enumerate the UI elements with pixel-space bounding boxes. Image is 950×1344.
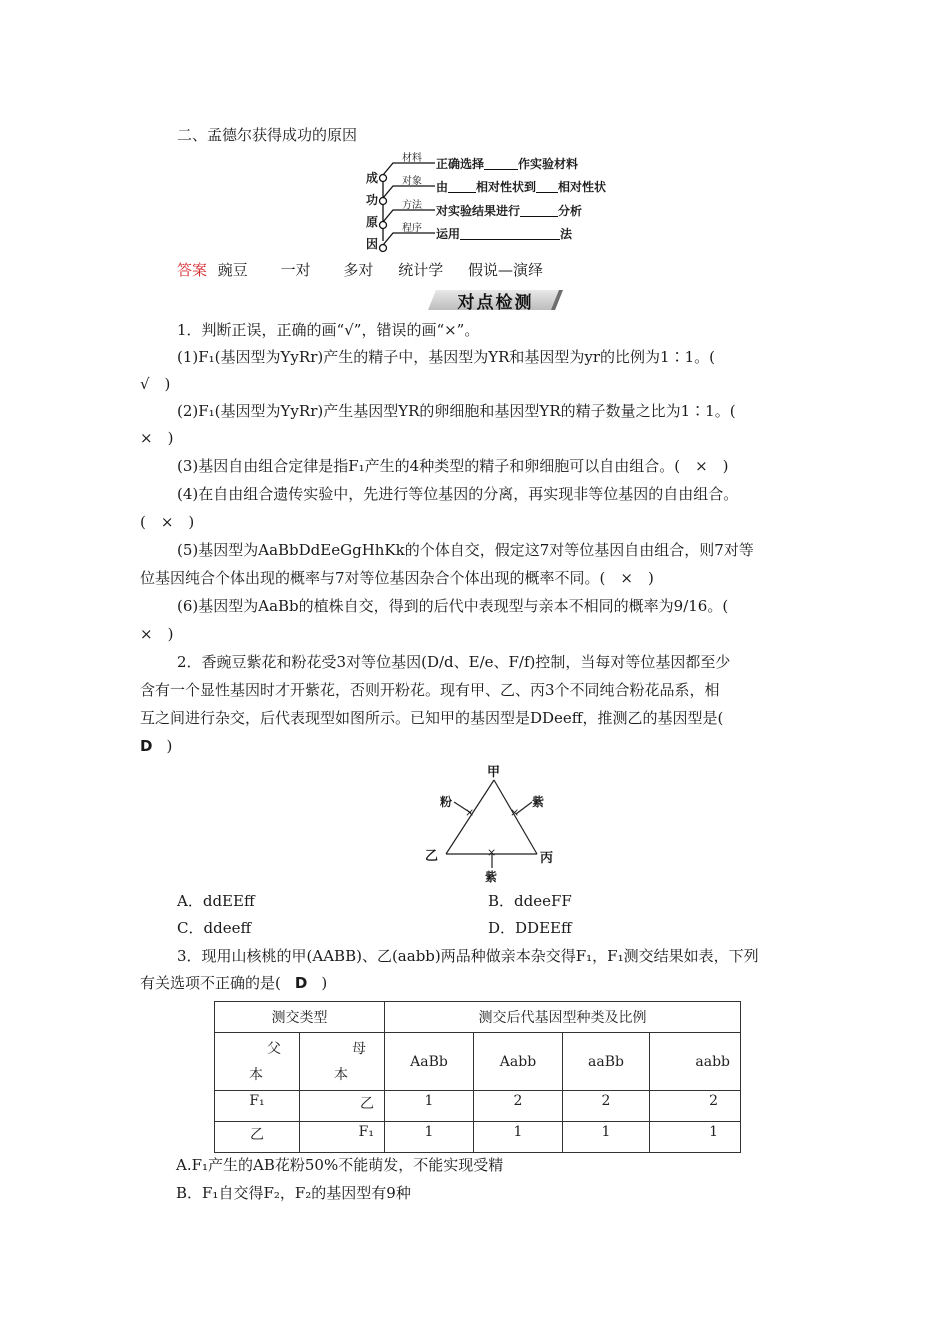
branch-text-material: 正确选择 作实验材料 xyxy=(436,157,579,171)
cross-mark-right: × xyxy=(510,806,520,819)
node-bing: 丙 xyxy=(540,851,554,866)
q2-option-d: D．DDEEff xyxy=(488,919,572,937)
answer-4: 统计学 xyxy=(398,261,444,279)
row1-value-3: 2 xyxy=(563,1091,650,1122)
section-heading: 二、孟德尔获得成功的原因 xyxy=(177,126,358,144)
q1-item-1: (1)F₁(基因型为YyRr)产生的精子中，基因型为YR和基因型为yr的比例为1∶1。( xyxy=(177,348,715,366)
q1-stem: 1．判断正误，正确的画“√”，错误的画“×”。 xyxy=(177,321,480,339)
genotype-AaBb: AaBb xyxy=(385,1033,474,1091)
q2-answer-line: D ) xyxy=(140,737,173,755)
row2-value-2: 1 xyxy=(474,1122,563,1153)
q3-line-1: 3．现用山核桃的甲(AABB)、乙(aabb)两品种做亲本杂交得F₁，F₁测交结果如表，下列 xyxy=(177,947,759,965)
answer-label: 答案 xyxy=(177,261,208,279)
genotype-aabb: aabb xyxy=(650,1033,741,1091)
node-jia: 甲 xyxy=(487,765,501,780)
banner-title: 对点检测 xyxy=(457,293,534,313)
cross-mark-bottom: × xyxy=(487,846,497,859)
q1-item-2-answer: × ) xyxy=(140,429,174,447)
answer-5: 假说—演绎 xyxy=(467,261,543,279)
header-offspring-ratio: 测交后代基因型种类及比例 xyxy=(385,1002,741,1033)
root-char-3: 原 xyxy=(366,215,379,229)
q2-answer: D xyxy=(140,737,153,755)
q1-item-3: (3)基因自由组合定律是指F₁产生的4种类型的精子和卵细胞可以自由组合。( × ) xyxy=(177,457,729,475)
q1-item-4-answer: ( × ) xyxy=(140,513,195,531)
row1-father: F₁ xyxy=(215,1091,300,1122)
q3-answer: D xyxy=(294,974,308,992)
branch-tag-object: 对象 xyxy=(402,176,422,187)
table-row xyxy=(215,1122,741,1153)
row1-value-4: 2 xyxy=(650,1091,741,1122)
cross-triangle-figure xyxy=(420,755,570,885)
row2-value-1: 1 xyxy=(385,1122,474,1153)
q2-option-b: B．ddeeFF xyxy=(488,892,572,910)
q2-line-1: 2．香豌豆紫花和粉花受3对等位基因(D/d、E/e、F/f)控制，当每对等位基因都至少 xyxy=(177,653,731,671)
table-row xyxy=(215,1091,741,1122)
fill-blank xyxy=(536,180,558,193)
q3-option-b: B．F₁自交得F₂，F₂的基因型有9种 xyxy=(176,1184,411,1202)
edge-label-purple-right: 紫 xyxy=(532,795,545,809)
cross-mark-left: × xyxy=(465,806,475,819)
q1-item-6-answer: × ) xyxy=(140,625,174,643)
branch-text-object: 由 相对性状到 相对性状 xyxy=(436,180,607,194)
edge-label-pink: 粉 xyxy=(440,795,453,809)
fill-blank xyxy=(520,204,558,217)
success-reasons-diagram xyxy=(360,145,640,255)
row1-mother: 乙 xyxy=(300,1091,385,1122)
root-char-1: 成 xyxy=(366,171,379,185)
edge-label-purple-bottom: 紫 xyxy=(485,870,498,884)
q2-line-3: 互之间进行杂交，后代表现型如图所示。已知甲的基因型是DDeeff，推测乙的基因型是( xyxy=(140,709,724,727)
branch-tag-procedure: 程序 xyxy=(402,223,422,234)
header-mother: 母 本 xyxy=(300,1033,385,1091)
genotype-aaBb: aaBb xyxy=(563,1033,650,1091)
q3-line-2: 有关选项不正确的是( D ) xyxy=(140,974,328,992)
branch-text-procedure: 运用 法 xyxy=(436,227,573,241)
q1-item-2: (2)F₁(基因型为YyRr)产生基因型YR的卵细胞和基因型YR的精子数量之比为1∶1。( xyxy=(177,402,736,420)
row1-value-1: 1 xyxy=(385,1091,474,1122)
q1-item-1-answer: √ ) xyxy=(140,375,171,393)
genotype-Aabb: Aabb xyxy=(474,1033,563,1091)
header-cross-type: 测交类型 xyxy=(215,1002,385,1033)
row2-value-3: 1 xyxy=(563,1122,650,1153)
q1-item-4: (4)在自由组合遗传实验中，先进行等位基因的分离，再实现非等位基因的自由组合。 xyxy=(177,485,739,503)
fill-blank xyxy=(484,157,518,170)
branch-text-method: 对实验结果进行 分析 xyxy=(436,204,583,218)
branch-tag-material: 材料 xyxy=(402,153,422,164)
answer-2: 一对 xyxy=(280,261,311,279)
q1-item-6: (6)基因型为AaBb的植株自交，得到的后代中表现型与亲本不相同的概率为9/16。( xyxy=(177,597,729,615)
fill-blank xyxy=(460,227,560,240)
row1-value-2: 2 xyxy=(474,1091,563,1122)
q2-option-a: A．ddEEff xyxy=(177,892,255,910)
q2-line-2: 含有一个显性基因时才开紫花，否则开粉花。现有甲、乙、丙3个不同纯合粉花品系，相 xyxy=(140,681,720,699)
branch-tag-method: 方法 xyxy=(402,200,422,211)
q2-option-c: C．ddeeff xyxy=(177,919,252,937)
row2-father: 乙 xyxy=(215,1122,300,1153)
answer-1: 豌豆 xyxy=(217,261,248,279)
q3-option-a: A.F₁产生的AB花粉50%不能萌发，不能实现受精 xyxy=(176,1156,504,1174)
row2-value-4: 1 xyxy=(650,1122,741,1153)
answer-line xyxy=(177,259,543,280)
node-yi: 乙 xyxy=(425,849,439,864)
row2-mother: F₁ xyxy=(300,1122,385,1153)
testcross-table xyxy=(214,1001,741,1153)
root-char-2: 功 xyxy=(366,193,379,207)
header-father: 父 本 xyxy=(215,1033,300,1091)
answer-3: 多对 xyxy=(343,261,374,279)
root-char-4: 因 xyxy=(366,237,379,251)
section-banner xyxy=(428,288,563,312)
q1-item-5-cont: 位基因纯合个体出现的概率与7对等位基因杂合个体出现的概率不同。( × ) xyxy=(140,569,654,587)
q1-item-5: (5)基因型为AaBbDdEeGgHhKk的个体自交，假定这7对等位基因自由组合，则7对等 xyxy=(177,541,754,559)
fill-blank xyxy=(448,180,476,193)
